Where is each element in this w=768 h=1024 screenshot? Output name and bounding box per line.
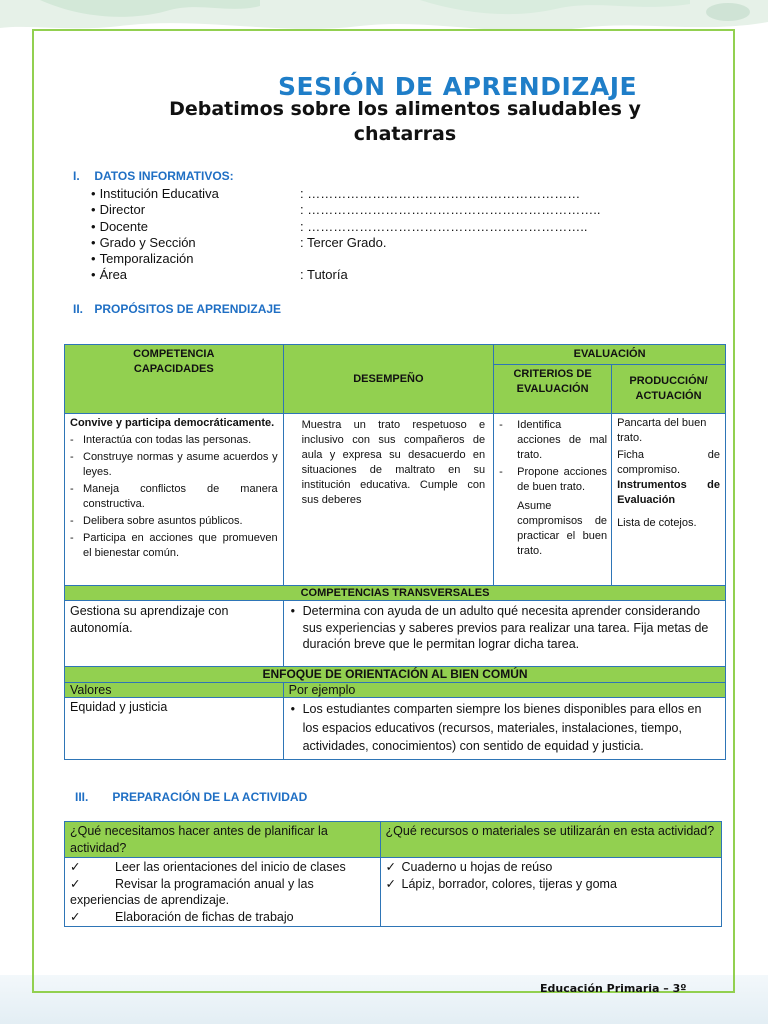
ejemplo-header: Por ejemplo — [283, 683, 725, 698]
list-item: - Participa en acciones que promueven el bienestar común. — [70, 531, 278, 561]
info-value: : Tutoría — [300, 267, 348, 283]
purposes-table — [64, 344, 726, 760]
ejemplo-cell — [283, 698, 725, 760]
list-item-text: Elaboración de fichas de trabajo — [115, 909, 294, 924]
desempeno-text: Muestra un trato respetuoso e inclusivo con sus compañeros de aula y expresa su desacuerdo en situaciones de maltrato en su institución educativa. Cumple con sus deberes — [301, 419, 486, 506]
criterios-list — [499, 418, 607, 495]
instrumentos-value: Lista de cotejos. — [617, 517, 697, 529]
competencia-header — [65, 345, 284, 414]
list-item: - Identifica acciones de mal trato. — [499, 418, 607, 463]
capacidades-header-label: CAPACIDADES — [133, 363, 214, 375]
section-heading-propositos — [73, 302, 281, 316]
question-before: ¿Qué necesitamos hacer antes de planificar la actividad? — [65, 822, 381, 858]
section-heading-datos — [73, 169, 234, 183]
capacidades-list — [70, 433, 278, 561]
list-item-text: Leer las orientaciones del inicio de clases — [115, 860, 346, 874]
list-item: - Delibera sobre asuntos públicos. — [70, 514, 278, 529]
instrumentos-label: Instrumentos de Evaluación — [617, 479, 720, 506]
info-label: • Docente — [91, 219, 148, 234]
list-item: - Interactúa con todas las personas. — [70, 433, 278, 448]
transversal-cell — [283, 601, 725, 667]
info-label: • Área — [91, 267, 127, 282]
list-item — [70, 909, 375, 926]
produccion-p2: Ficha de compromiso. — [617, 449, 720, 476]
check-icon: ✓ — [385, 876, 397, 891]
evaluacion-header: EVALUACIÓN — [494, 345, 726, 365]
page-subtitle: Debatimos sobre los alimentos saludables y chatarras — [169, 98, 641, 145]
check-icon: ✓ — [70, 909, 81, 924]
list-item: • Determina con ayuda de un adulto qué necesita aprender considerando sus experiencias y saberes previos para realizar una tarea. Fija metas de duración breve que le permitan lograr dicha tarea. — [289, 603, 720, 653]
info-row — [91, 218, 588, 235]
preparation-table — [64, 821, 722, 927]
desempeno-cell — [283, 414, 494, 586]
list-item: • Los estudiantes comparten siempre los bienes disponibles para ellos en los espacios educativos (recursos, materiales, instalaciones, tiempo, actividades, conocimientos) con sentido de equidad y justicia. — [289, 700, 720, 756]
check-icon: ✓ — [70, 876, 81, 891]
check-icon: ✓ — [385, 860, 397, 874]
competencia-cell — [65, 414, 284, 586]
section-label: DATOS INFORMATIVOS: — [94, 169, 234, 183]
footer-text: Educación Primaria – 3º — [540, 982, 687, 995]
info-value: : Tercer Grado. — [300, 234, 387, 250]
desempeno-header: DESEMPEÑO — [283, 345, 494, 414]
list-item-text: Revisar la programación anual y las experiencias de aprendizaje. — [70, 876, 314, 907]
transversal-list — [289, 603, 720, 653]
criterios-cell — [494, 414, 612, 586]
list-item-text: Cuaderno u hojas de reúso — [401, 860, 553, 874]
info-row — [91, 202, 601, 218]
info-value: : ……………………………………………………… — [300, 186, 581, 201]
section-heading-preparacion — [75, 790, 307, 804]
list-item-text: Lápiz, borrador, colores, tijeras y goma — [401, 876, 617, 891]
section-number: II. — [73, 302, 84, 316]
resources-list — [386, 859, 716, 892]
list-item: - Maneja conflictos de manera constructiva. — [70, 482, 278, 512]
transversal-competencia: Gestiona su aprendizaje con autonomía. — [65, 601, 284, 667]
list-item: - Construye normas y asume acuerdos y leyes. — [70, 450, 278, 480]
list-item — [70, 876, 375, 909]
page-title: SESIÓN DE APRENDIZAJE — [278, 72, 638, 101]
section-number: III. — [75, 790, 89, 804]
produccion-header: PRODUCCIÓN/ ACTUACIÓN — [612, 365, 726, 414]
valores-header: Valores — [65, 683, 284, 698]
enfoque-header: ENFOQUE DE ORIENTACIÓN AL BIEN COMÚN — [65, 667, 726, 683]
info-label: • Grado y Sección — [91, 235, 196, 250]
criterios-header: CRITERIOS DE EVALUACIÓN — [494, 365, 612, 414]
transversales-header: COMPETENCIAS TRANSVERSALES — [65, 586, 726, 601]
list-item — [386, 859, 716, 876]
list-item: - Propone acciones de buen trato. — [499, 465, 607, 495]
section-label: PREPARACIÓN DE LA ACTIVIDAD — [112, 790, 308, 804]
produccion-cell — [612, 414, 726, 586]
resources-cell — [380, 858, 721, 927]
before-cell — [65, 858, 381, 927]
info-list — [91, 186, 601, 284]
section-number: I. — [73, 169, 80, 183]
list-item — [70, 859, 375, 876]
list-item — [386, 876, 716, 893]
competencia-text: Convive y participa democráticamente. — [70, 417, 275, 429]
question-resources: ¿Qué recursos o materiales se utilizarán en esta actividad? — [380, 822, 721, 858]
info-label: • Temporalización — [91, 251, 194, 266]
info-value: : ………………………………………………………….. — [300, 202, 601, 218]
info-value: : ……………………………………………………….. — [300, 218, 588, 234]
info-row — [91, 186, 581, 202]
competencia-header-label: COMPETENCIA — [133, 348, 215, 360]
before-list — [70, 859, 375, 925]
section-label: PROPÓSITOS DE APRENDIZAJE — [94, 302, 282, 316]
produccion-p1: Pancarta del buen trato. — [617, 417, 707, 444]
check-icon: ✓ — [70, 860, 81, 874]
info-row — [91, 267, 348, 283]
info-label: • Director — [91, 202, 145, 217]
info-row — [91, 251, 219, 267]
info-label: • Institución Educativa — [91, 186, 219, 201]
criterio-extra: Asume compromisos de practicar el buen trato. — [517, 500, 608, 557]
ejemplo-list — [289, 700, 720, 756]
info-row — [91, 234, 387, 251]
valor-cell: Equidad y justicia — [65, 698, 284, 760]
